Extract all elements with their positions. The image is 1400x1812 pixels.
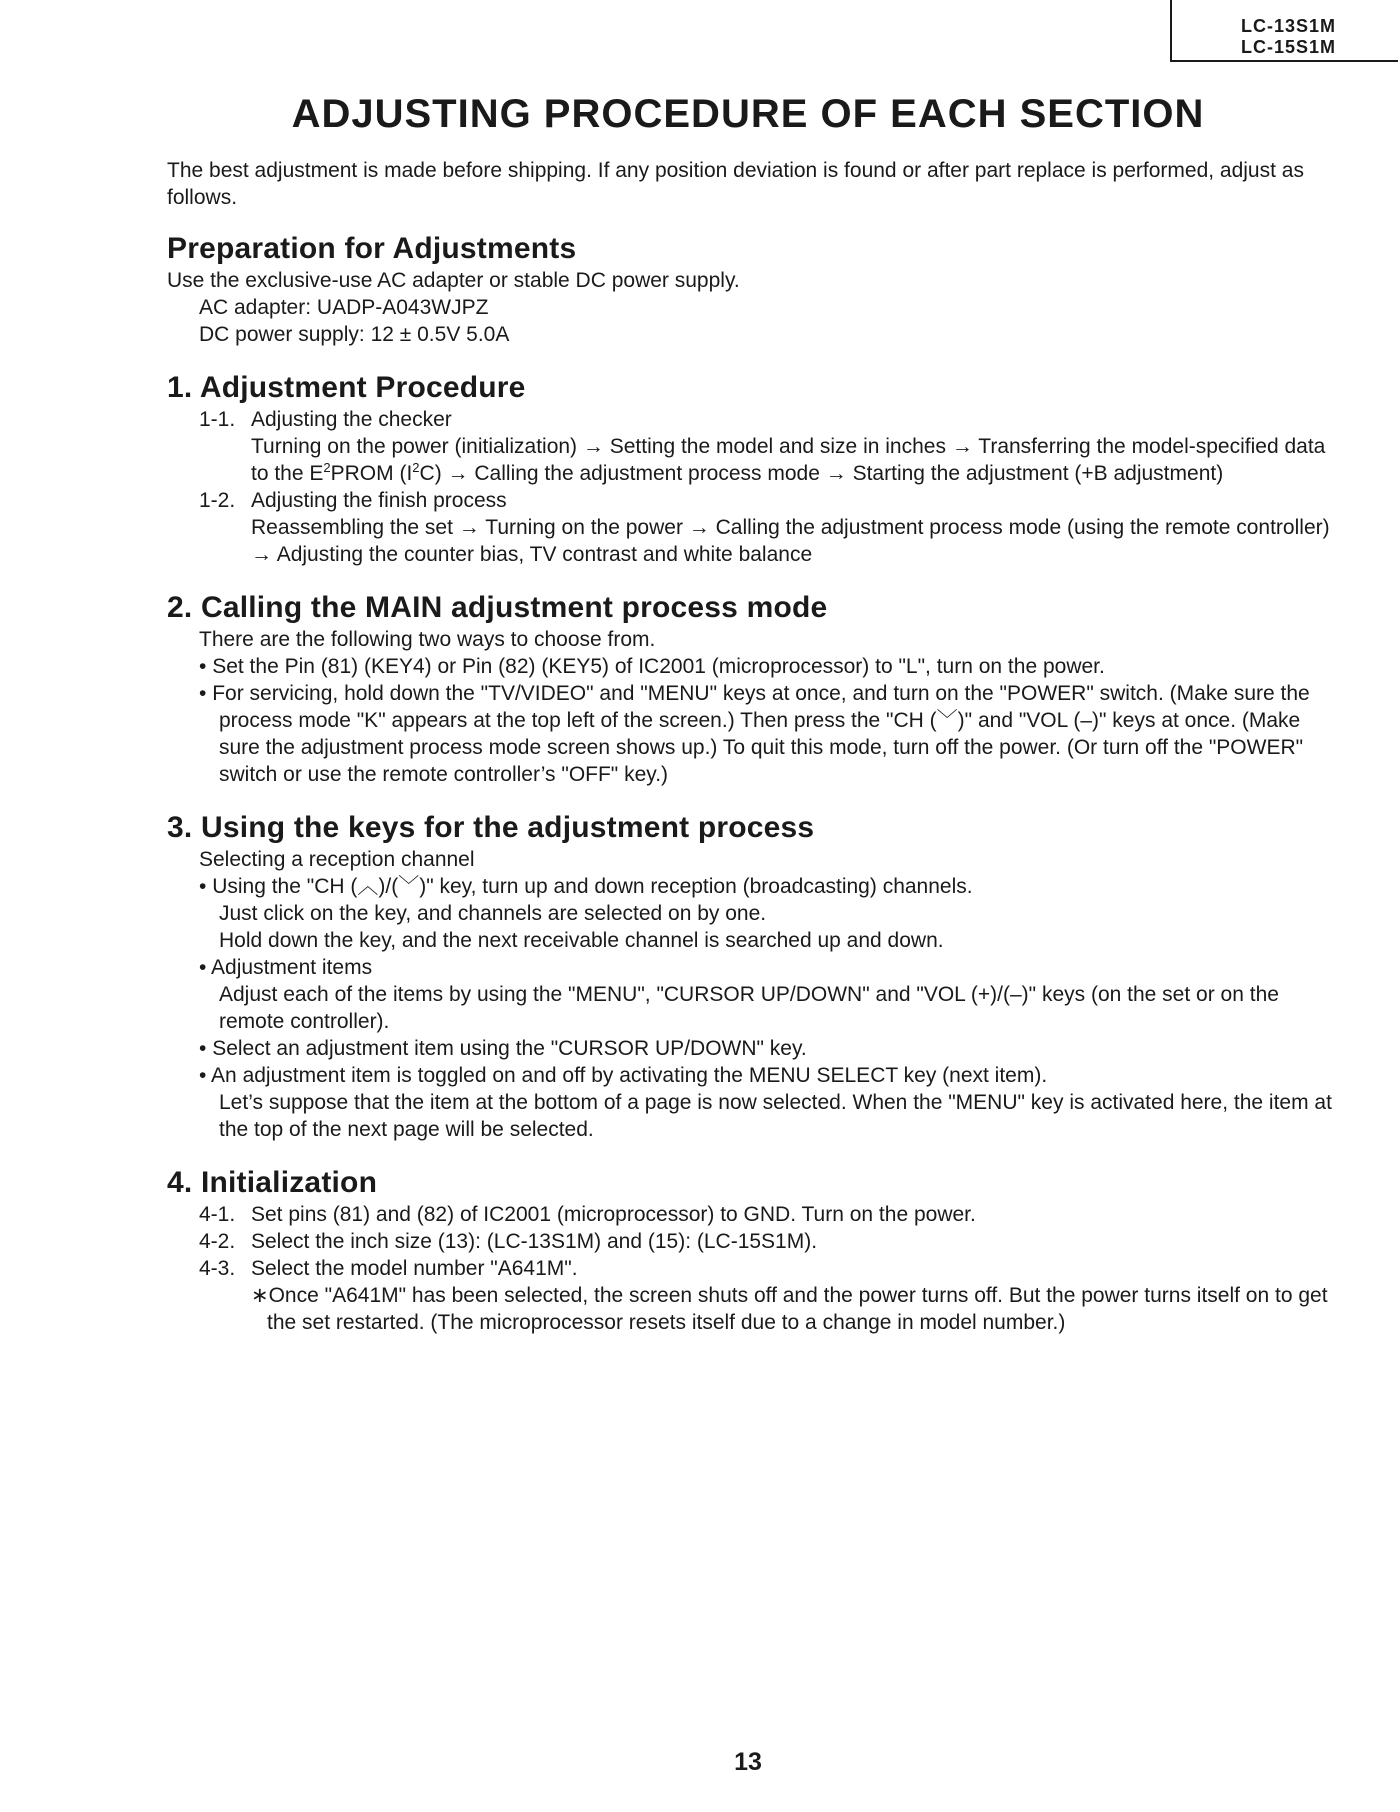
bullet-text: Set the Pin (81) (KEY4) or Pin (82) (KEY5) of IC2001 (microprocessor) to "L", turn on the power. xyxy=(212,655,1105,678)
arrow-icon: → xyxy=(688,516,710,539)
item-text: Select the inch size (13): (LC-13S1M) and (15): (LC-15S1M). xyxy=(251,1230,818,1253)
intro-paragraph: The best adjustment is made before shipping. If any position deviation is found or after part replace is performed, adjust as follows. xyxy=(167,159,1304,209)
bullet-item xyxy=(167,1062,1337,1089)
model-header-box xyxy=(1170,0,1398,62)
section-using-keys xyxy=(167,810,1337,1143)
arrow-icon: → xyxy=(447,462,469,485)
step-text: Setting the model and size in inches xyxy=(609,435,946,458)
arrow-icon: → xyxy=(582,435,604,458)
paragraph: There are the following two ways to choose from. xyxy=(199,628,656,651)
item-text: Set pins (81) and (82) of IC2001 (microprocessor) to GND. Turn on the power. xyxy=(251,1203,976,1226)
step-text: Starting the adjustment (+B adjustment) xyxy=(852,462,1224,485)
paragraph: Adjust each of the items by using the "MENU", "CURSOR UP/DOWN" and "VOL (+)/(–)" keys (on the set or on the remote controller). xyxy=(219,983,1279,1033)
bullet-item xyxy=(167,1035,1337,1062)
model-number: LC-15S1M xyxy=(1240,37,1336,57)
section-heading: Preparation for Adjustments xyxy=(167,232,577,265)
bullet-icon: • xyxy=(199,1064,207,1087)
list-item xyxy=(167,1228,1337,1255)
bullet-icon: • xyxy=(199,655,207,678)
step-text: Transferring the model-specified data to the E xyxy=(251,435,1326,485)
item-number: 1-1. xyxy=(199,408,236,431)
bullet-text: Select an adjustment item using the "CURSOR UP/DOWN" key. xyxy=(212,1037,807,1060)
section-heading: 3. Using the keys for the adjustment process xyxy=(167,811,815,844)
section-adjustment-procedure xyxy=(167,370,1337,568)
arrow-icon: → xyxy=(458,516,480,539)
model-number: LC-13S1M xyxy=(1240,16,1336,36)
paragraph: DC power supply: 12 ± 0.5V 5.0A xyxy=(199,323,510,346)
bullet-icon: • xyxy=(199,682,207,705)
superscript: 2 xyxy=(323,460,331,475)
bullet-icon: • xyxy=(199,956,207,979)
section-initialization xyxy=(167,1165,1337,1336)
item-number: 4-1. xyxy=(199,1203,236,1226)
bullet-item xyxy=(167,653,1337,680)
step-text: C) xyxy=(419,462,442,485)
list-item xyxy=(167,1201,1337,1228)
bullet-item xyxy=(167,680,1337,788)
section-heading: 1. Adjustment Procedure xyxy=(167,371,526,404)
bullet-item xyxy=(167,873,1337,900)
list-item xyxy=(167,487,1337,514)
paragraph: AC adapter: UADP-A043WJPZ xyxy=(199,296,489,319)
step-text: Turning on the power xyxy=(485,516,683,539)
bullet-icon: • xyxy=(199,875,207,898)
page-title: ADJUSTING PROCEDURE OF EACH SECTION xyxy=(291,92,1205,136)
bullet-text: Adjustment items xyxy=(211,956,373,979)
item-number: 1-2. xyxy=(199,489,236,512)
paragraph: Hold down the key, and the next receivable channel is searched up and down. xyxy=(219,929,944,952)
section-heading: 2. Calling the MAIN adjustment process mode xyxy=(167,591,828,624)
bullet-item xyxy=(167,954,1337,981)
bullet-text: )" key, turn up and down reception (broadcasting) channels. xyxy=(419,875,973,898)
bullet-text: An adjustment item is toggled on and off by activating the MENU SELECT key (next item). xyxy=(211,1064,1048,1087)
bullet-text: For servicing, hold down the "TV/VIDEO" and "MENU" keys at once, and turn on the "POWER" switch. (Make sure the process mode "K" appears at the top left of the screen.) Then press the "CH ( xyxy=(212,682,1310,732)
arrow-icon: → xyxy=(951,435,973,458)
item-text: Select the model number "A641M". xyxy=(251,1257,578,1280)
item-label: Adjusting the checker xyxy=(251,408,452,431)
item-number: 4-3. xyxy=(199,1257,236,1280)
list-item xyxy=(167,1255,1337,1282)
item-number: 4-2. xyxy=(199,1230,236,1253)
paragraph: Use the exclusive-use AC adapter or stable DC power supply. xyxy=(167,269,740,292)
superscript: 2 xyxy=(412,460,420,475)
paragraph: Selecting a reception channel xyxy=(199,848,475,871)
paragraph xyxy=(167,514,1337,568)
step-text: Turning on the power (initialization) xyxy=(251,435,578,458)
chevron-up-icon: ︿ xyxy=(357,875,379,898)
step-text: Calling the adjustment process mode (using the remote controller) xyxy=(715,516,1330,539)
list-item xyxy=(167,406,1337,433)
note: ∗Once "A641M" has been selected, the screen shuts off and the power turns off. But the power turns itself on to get the set restarted. (The microprocessor resets itself due to a change in model number.) xyxy=(251,1284,1328,1334)
step-text: PROM (I xyxy=(330,462,413,485)
bullet-icon: • xyxy=(199,1037,207,1060)
page-number: 13 xyxy=(734,1748,762,1776)
paragraph: Let’s suppose that the item at the bottom of a page is now selected. When the "MENU" key is activated here, the item at the top of the next page will be selected. xyxy=(219,1091,1332,1141)
arrow-icon: → xyxy=(825,462,847,485)
item-label: Adjusting the finish process xyxy=(251,489,507,512)
paragraph xyxy=(167,433,1337,487)
paragraph: Just click on the key, and channels are selected on by one. xyxy=(219,902,767,925)
section-heading: 4. Initialization xyxy=(167,1166,378,1199)
bullet-text: )" and "VOL (–)" keys at once. (Make sure the adjustment process mode screen shows up.) To quit this mode, turn off the power. (Or turn off the "POWER" switch or use the remote controller’s "OFF" key.) xyxy=(219,709,1304,786)
chevron-down-icon: ﹀ xyxy=(398,875,420,898)
step-text: Reassembling the set xyxy=(251,516,453,539)
section-preparation xyxy=(167,231,1337,348)
chevron-down-icon: ﹀ xyxy=(936,709,958,732)
section-calling-main-mode xyxy=(167,590,1337,788)
page-content xyxy=(167,157,1337,1336)
step-text: Calling the adjustment process mode xyxy=(474,462,820,485)
arrow-icon: → xyxy=(251,543,272,566)
bullet-text: Using the "CH ( xyxy=(212,875,358,898)
step-text: Adjusting the counter bias, TV contrast and white balance xyxy=(276,543,813,566)
bullet-text: )/( xyxy=(378,875,399,898)
